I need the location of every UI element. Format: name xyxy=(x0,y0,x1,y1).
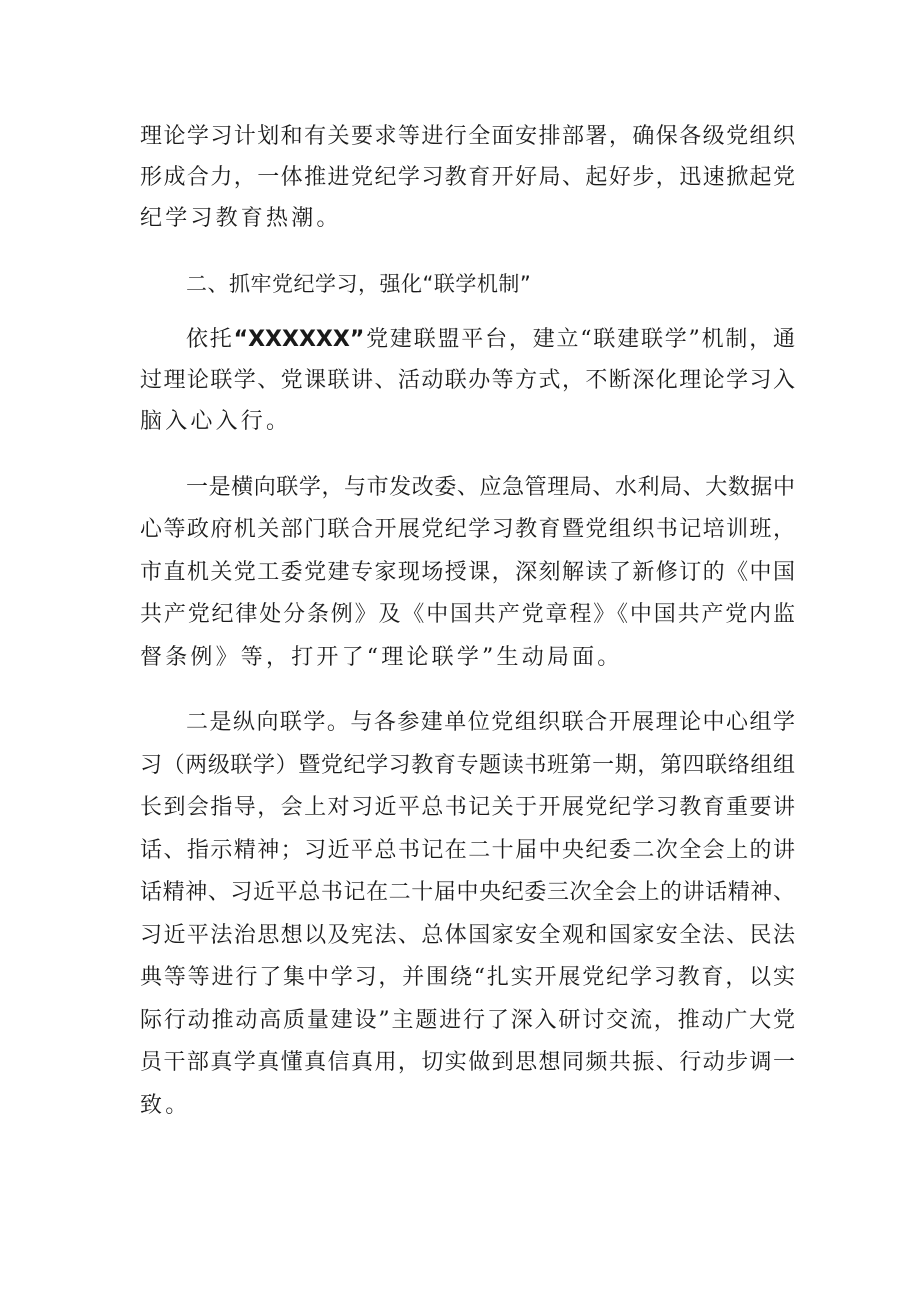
paragraph-line: 形成合力，一体推进党纪学习教育开好局、起好步，迅速掀起党 xyxy=(140,165,795,190)
platform-name: “XXXXXX” xyxy=(233,327,365,352)
paragraph-line: 致。 xyxy=(140,1093,191,1118)
paragraph-line: 习（两级联学）暨党纪学习教育专题读书班第一期，第四联络组组 xyxy=(140,753,795,778)
paragraph-line: 典等等进行了集中学习，并围绕“扎实开展党纪学习教育，以实 xyxy=(140,965,795,990)
paragraph-line: 话精神、习近平总书记在二十届中央纪委三次全会上的讲话精神、 xyxy=(140,880,795,905)
paragraph-line: 一是横向联学，与市发改委、应急管理局、水利局、大数据中 xyxy=(186,475,795,500)
paragraph-line: 心等政府机关部门联合开展党纪学习教育暨党组织书记培训班， xyxy=(140,517,795,542)
paragraph-line: 员干部真学真懂真信真用，切实做到思想同频共振、行动步调一 xyxy=(140,1050,795,1075)
paragraph-line: 际行动推动高质量建设”主题进行了深入研讨交流，推动广大党 xyxy=(140,1008,795,1033)
paragraph-line: 共产党纪律处分条例》及《中国共产党章程》《中国共产党内监 xyxy=(140,602,795,627)
paragraph-line: 话、指示精神；习近平总书记在二十届中央纪委二次全会上的讲 xyxy=(140,838,795,863)
paragraph-line: 市直机关党工委党建专家现场授课，深刻解读了新修订的《中国 xyxy=(140,560,795,585)
paragraph-line: 习近平法治思想以及宪法、总体国家安全观和国家安全法、民法 xyxy=(140,923,795,948)
paragraph-line xyxy=(186,320,795,360)
text-run: 依托 xyxy=(186,327,234,352)
paragraph-line: 理论学习计划和有关要求等进行全面安排部署，确保各级党组织 xyxy=(140,124,795,149)
paragraph-line: 纪学习教育热潮。 xyxy=(140,206,342,231)
text-run: 党建联盟平台，建立“联建联学”机制，通 xyxy=(364,327,795,352)
paragraph-line: 过理论联学、党课联讲、活动联办等方式，不断深化理论学习入 xyxy=(140,368,795,393)
paragraph-line: 二是纵向联学。与各参建单位党组织联合开展理论中心组学 xyxy=(186,710,795,735)
section-heading: 二、抓牢党纪学习，强化“联学机制” xyxy=(186,272,532,296)
paragraph-line: 督条例》等，打开了“理论联学”生动局面。 xyxy=(140,645,623,670)
paragraph-line: 脑入心入行。 xyxy=(140,409,292,434)
paragraph-line: 长到会指导，会上对习近平总书记关于开展党纪学习教育重要讲 xyxy=(140,795,795,820)
